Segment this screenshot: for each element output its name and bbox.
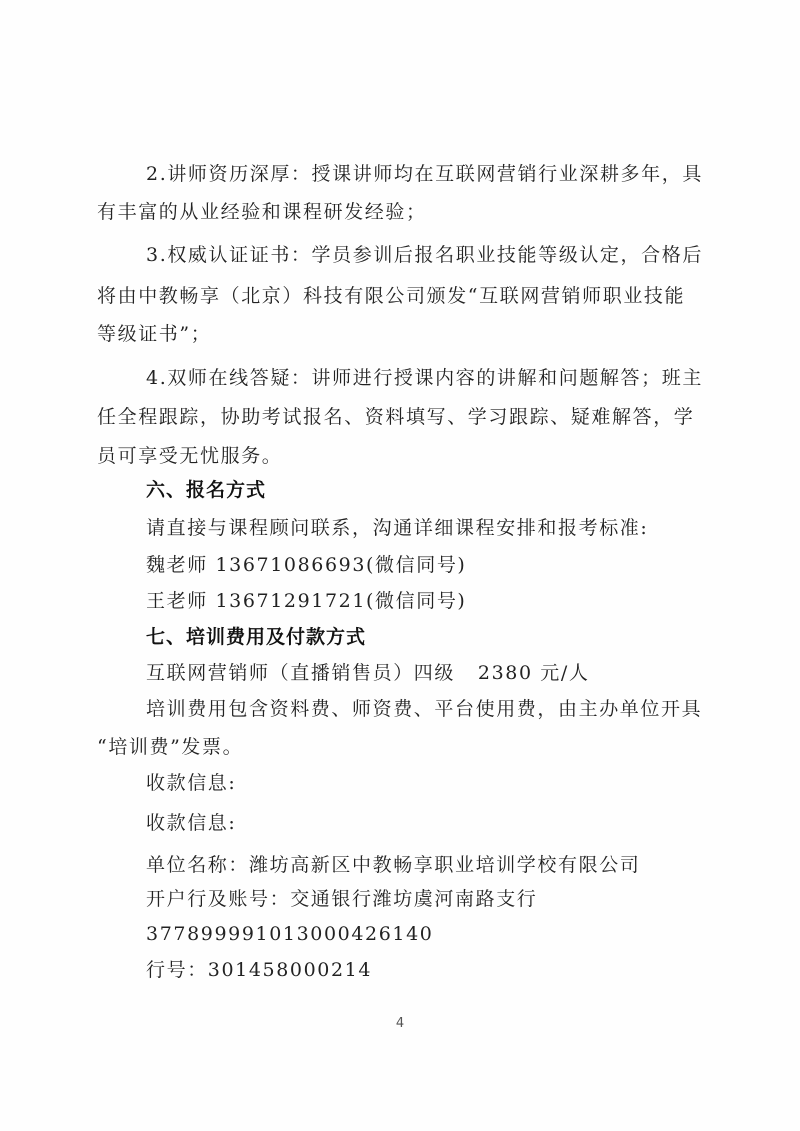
section6-intro: 请直接与课程顾问联系，沟通详细课程安排和报考标准: bbox=[146, 517, 649, 539]
item3-line2: 将由中教畅享（北京）科技有限公司颁发“互联网营销师职业技能 bbox=[97, 285, 686, 307]
payment-label-1: 收款信息: bbox=[146, 772, 237, 794]
contact-wei: 魏老师 13671086693(微信同号) bbox=[146, 554, 467, 576]
page-number: 4 bbox=[395, 1016, 405, 1031]
item2-line1: 2.讲师资历深厚：授课讲师均在互联网营销行业深耕多年，具 bbox=[146, 163, 703, 185]
payment-label-2: 收款信息: bbox=[146, 812, 237, 834]
bank-code: 行号：301458000214 bbox=[146, 959, 373, 981]
fee-line2: “培训费”发票。 bbox=[97, 736, 244, 758]
item2-line2: 有丰富的从业经验和课程研发经验； bbox=[97, 201, 427, 223]
item3-line3: 等级证书”； bbox=[97, 323, 212, 345]
item4-line2: 任全程跟踪，协助考试报名、资料填写、学习跟踪、疑难解答，学 bbox=[97, 406, 695, 428]
unit-name: 单位名称：潍坊高新区中教畅享职业培训学校有限公司 bbox=[146, 854, 641, 876]
item4-line3: 员可享受无忧服务。 bbox=[97, 445, 283, 467]
contact-wang: 王老师 13671291721(微信同号) bbox=[146, 590, 467, 612]
account-number: 377899991013000426140 bbox=[146, 923, 434, 945]
item3-line1: 3.权威认证证书：学员参训后报名职业技能等级认定，合格后 bbox=[146, 244, 703, 266]
item4-line1: 4.双师在线答疑：讲师进行授课内容的讲解和问题解答；班主 bbox=[146, 367, 703, 389]
section6-heading: 六、报名方式 bbox=[146, 479, 267, 501]
price-line: 互联网营销师（直播销售员）四级 2380 元/人 bbox=[146, 662, 590, 684]
fee-line1: 培训费用包含资料费、师资费、平台使用费，由主办单位开具 bbox=[146, 698, 703, 720]
section7-heading: 七、培训费用及付款方式 bbox=[146, 626, 367, 648]
bank-name: 开户行及账号：交通银行潍坊虞河南路支行 bbox=[146, 888, 538, 910]
